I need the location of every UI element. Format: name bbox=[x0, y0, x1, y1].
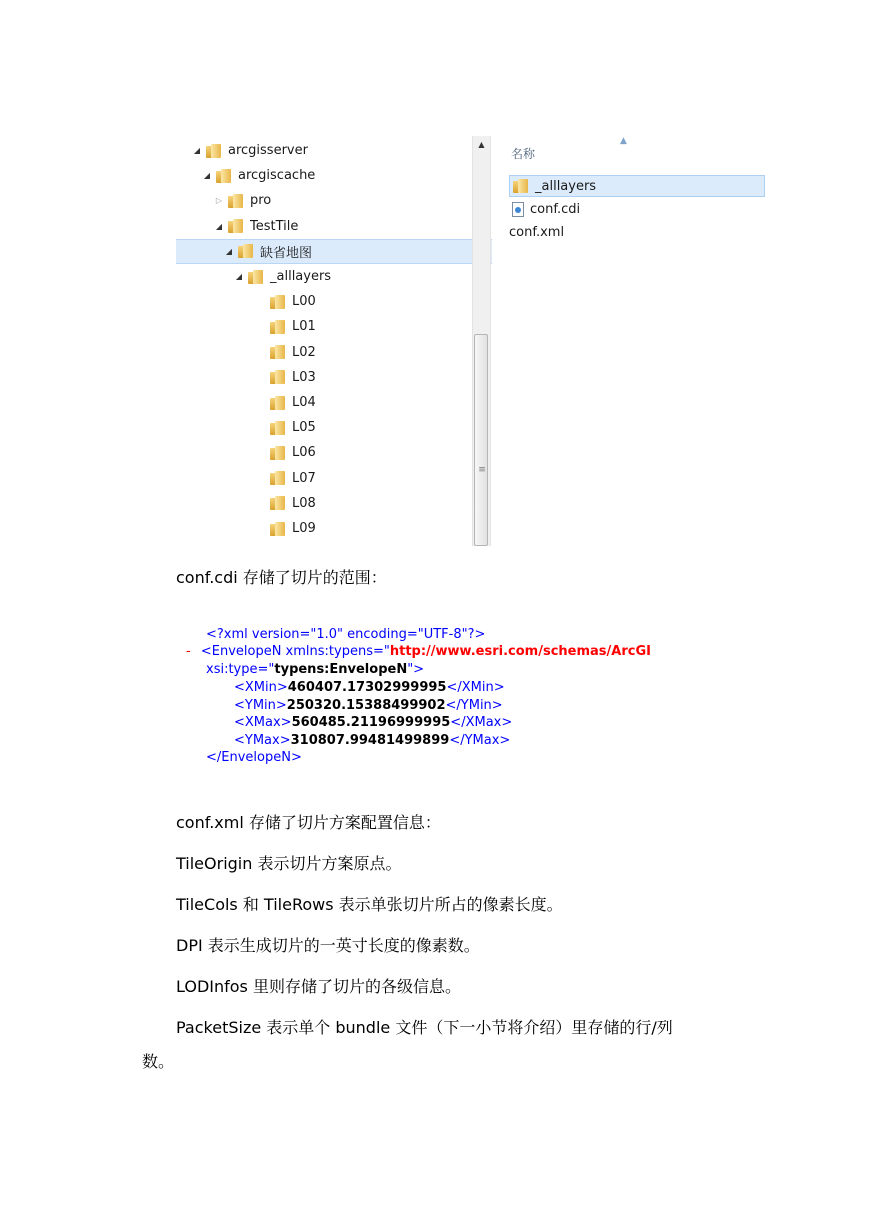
envelope-close-tag: </EnvelopeN> bbox=[206, 750, 302, 765]
xml-field-line bbox=[234, 679, 505, 697]
tree-item[interactable] bbox=[176, 163, 496, 188]
field-open-tag: <XMax> bbox=[234, 715, 292, 730]
field-open-tag: <YMin> bbox=[234, 697, 287, 713]
file-name: conf.cdi bbox=[530, 201, 581, 217]
folder-icon bbox=[238, 244, 254, 258]
tree-item-label: TestTile bbox=[250, 218, 299, 234]
folder-icon bbox=[270, 421, 286, 435]
tree-scrollbar[interactable] bbox=[472, 136, 491, 546]
folder-icon bbox=[270, 522, 286, 536]
tree-item-label: L01 bbox=[292, 319, 316, 335]
folder-icon bbox=[270, 370, 286, 384]
tree-item-label: pro bbox=[250, 193, 272, 209]
dpi-text: DPI 表示生成切片的一英寸长度的像素数。 bbox=[176, 936, 480, 955]
tree-item-label: L05 bbox=[292, 420, 316, 436]
xml-field-line bbox=[234, 714, 512, 732]
field-close-tag: </XMin> bbox=[446, 680, 505, 695]
expanded-arrow-icon[interactable]: ◢ bbox=[193, 146, 201, 155]
tree-item-label: L04 bbox=[292, 395, 316, 410]
scroll-grip-icon: ≡ bbox=[478, 465, 486, 475]
packetsize-text-line2: 数。 bbox=[142, 1052, 175, 1071]
xsi-attr: xsi:type=" bbox=[206, 662, 275, 677]
tree-item-label: L02 bbox=[292, 344, 316, 360]
tree-item-label: L08 bbox=[292, 495, 316, 511]
tree-item-label: L03 bbox=[292, 369, 316, 385]
folder-icon bbox=[513, 179, 529, 193]
envelope-open-tag: <EnvelopeN xmlns:typens=" bbox=[200, 644, 390, 659]
explorer-screenshot bbox=[176, 136, 765, 546]
file-name: _alllayers bbox=[535, 178, 597, 194]
xml-field-line bbox=[234, 732, 510, 750]
folder-icon bbox=[270, 471, 286, 485]
xsi-value: typens:EnvelopeN bbox=[274, 662, 408, 677]
file-row[interactable] bbox=[509, 198, 765, 220]
expanded-arrow-icon[interactable]: ◢ bbox=[225, 246, 233, 256]
field-value: 250320.15388499902 bbox=[286, 697, 446, 713]
folder-icon bbox=[206, 144, 222, 158]
field-open-tag: <YMax> bbox=[234, 732, 291, 748]
xsi-close: "> bbox=[407, 662, 425, 677]
folder-icon bbox=[228, 219, 244, 233]
tree-item-label: arcgiscache bbox=[238, 168, 316, 184]
expanded-arrow-icon[interactable]: ◢ bbox=[215, 221, 223, 231]
xml-xsi-line bbox=[206, 661, 424, 679]
field-open-tag: <XMin> bbox=[234, 680, 288, 695]
sort-ascending-icon: ▲ bbox=[620, 136, 627, 146]
tree-item-label: 缺省地图 bbox=[260, 245, 313, 261]
tilecols-text: TileCols 和 TileRows 表示单张切片所占的像素长度。 bbox=[176, 895, 563, 914]
folder-icon bbox=[228, 194, 244, 208]
cdi-file-icon bbox=[512, 202, 524, 217]
field-close-tag: </YMax> bbox=[449, 732, 511, 748]
tree-item[interactable] bbox=[176, 214, 508, 239]
namespace-url: http://www.esri.com/schemas/ArcGI bbox=[389, 644, 651, 659]
field-close-tag: </XMax> bbox=[450, 715, 513, 730]
xml-caption: conf.xml 存储了切片方案配置信息： bbox=[176, 813, 441, 832]
xml-declaration: <?xml version="1.0" encoding="UTF-8"?> bbox=[206, 627, 486, 642]
xml-field-line bbox=[234, 697, 503, 715]
lodinfos-text: LODInfos 里则存储了切片的各级信息。 bbox=[176, 977, 461, 996]
scroll-up-arrow-icon[interactable]: ▲ bbox=[478, 140, 485, 149]
field-value: 460407.17302999995 bbox=[287, 680, 447, 695]
tree-item-label: _alllayers bbox=[270, 269, 332, 284]
scroll-thumb[interactable] bbox=[474, 334, 488, 546]
folder-icon bbox=[270, 345, 286, 359]
tree-item-label: arcgisserver bbox=[228, 143, 308, 158]
tree-item-label: L09 bbox=[292, 521, 316, 536]
file-list-pane bbox=[492, 136, 765, 546]
tree-item-label: L06 bbox=[292, 445, 316, 461]
folder-icon bbox=[270, 496, 286, 510]
folder-icon bbox=[270, 320, 286, 334]
tree-item-label: L00 bbox=[292, 294, 316, 310]
tree-item-label: L07 bbox=[292, 470, 316, 486]
folder-icon bbox=[270, 446, 286, 460]
collapse-toggle[interactable]: - bbox=[186, 644, 191, 659]
tileorigin-text: TileOrigin 表示切片方案原点。 bbox=[176, 854, 402, 873]
tree-item[interactable] bbox=[176, 239, 518, 264]
xml-envelope-open-line bbox=[186, 643, 651, 661]
packetsize-text-line1: PacketSize 表示单个 bundle 文件（下一小节将介绍）里存储的行/列 bbox=[176, 1018, 673, 1037]
field-value: 560485.21196999995 bbox=[291, 715, 451, 730]
file-name: conf.xml bbox=[509, 224, 565, 240]
folder-icon bbox=[248, 270, 264, 284]
file-row[interactable] bbox=[509, 221, 765, 243]
expanded-arrow-icon[interactable]: ◢ bbox=[235, 272, 243, 281]
field-close-tag: </YMin> bbox=[445, 697, 503, 713]
tree-item[interactable] bbox=[176, 138, 486, 163]
folder-icon bbox=[216, 169, 232, 183]
folder-tree bbox=[176, 136, 472, 546]
tree-item[interactable] bbox=[176, 188, 508, 213]
folder-icon bbox=[270, 295, 286, 309]
folder-icon bbox=[270, 396, 286, 410]
expanded-arrow-icon[interactable]: ◢ bbox=[203, 171, 211, 181]
column-header-name[interactable]: 名称 bbox=[511, 147, 536, 161]
file-row[interactable] bbox=[509, 175, 765, 197]
field-value: 310807.99481499899 bbox=[290, 732, 450, 748]
cdi-caption: conf.cdi 存储了切片的范围： bbox=[176, 568, 387, 587]
collapsed-arrow-icon[interactable]: ▷ bbox=[215, 196, 223, 206]
